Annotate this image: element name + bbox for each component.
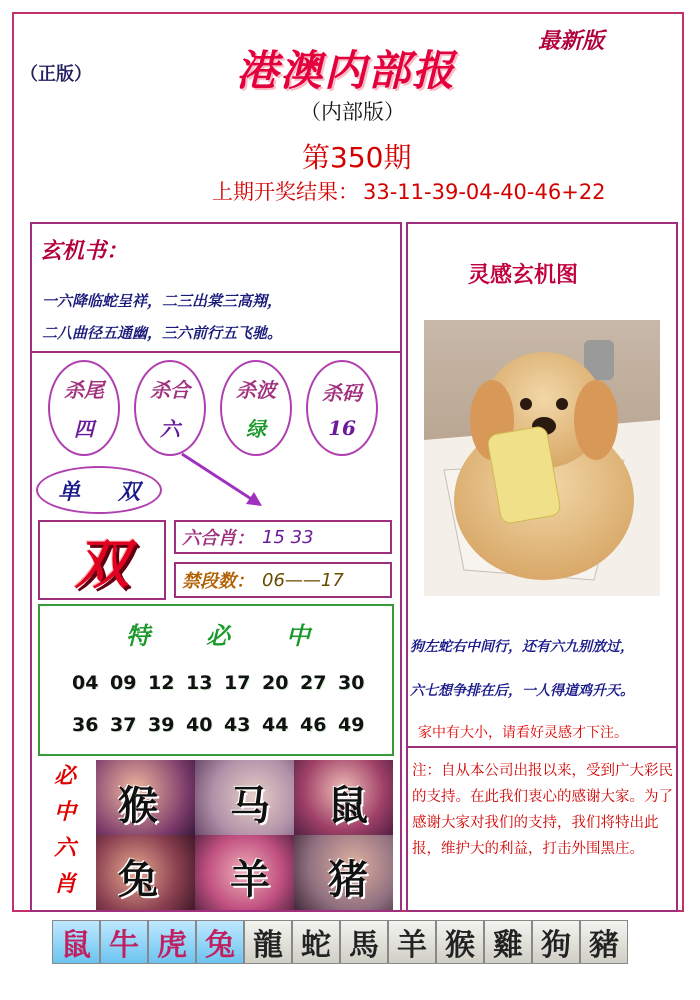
shuang-label: 双 (118, 478, 141, 505)
last-result (212, 176, 606, 206)
number-cell: 44 (262, 714, 289, 736)
animal-label: 羊 (230, 856, 270, 903)
tip-value: 绿 (246, 417, 266, 441)
number-cell: 40 (186, 714, 213, 736)
tip-oval-shabo (220, 360, 292, 456)
tip-label: 杀码 (322, 380, 362, 405)
animal-photo-grid (96, 760, 394, 910)
zodiac-cell: 馬 (340, 920, 388, 964)
xuanjishu-title: 玄机书： (40, 238, 129, 264)
bzlx-char-4: 肖 (54, 871, 77, 897)
dan-label: 单 (57, 478, 80, 505)
last-result-label: 上期开奖结果： (212, 180, 359, 204)
zodiac-cell: 豬 (580, 920, 628, 964)
tip-label: 杀尾 (64, 378, 104, 402)
tbz-title-3: 中 (286, 621, 310, 650)
big-pick-text: 双 (75, 531, 129, 596)
page-title: 港澳内部报 (236, 46, 457, 95)
number-cell: 04 (72, 672, 99, 694)
divider (32, 351, 400, 353)
tip-value: 六 (160, 417, 180, 441)
tip-oval-shawei (48, 360, 120, 456)
zodiac-cell: 牛 (100, 920, 148, 964)
issue-number: 第350期 (302, 141, 412, 174)
tip-oval-shahe (134, 360, 206, 456)
number-cell: 09 (110, 672, 137, 694)
tip-label: 杀合 (150, 378, 190, 402)
bzlx-char-3: 六 (54, 835, 77, 861)
animal-label: 猴 (118, 782, 158, 829)
arrow-icon (176, 448, 268, 512)
animal-label: 猪 (328, 856, 368, 903)
number-cell: 49 (338, 714, 365, 736)
number-cell: 27 (300, 672, 327, 694)
puppy-photo (424, 320, 660, 596)
bzlx-char-1: 必 (54, 763, 77, 789)
number-cell: 12 (148, 672, 175, 694)
zodiac-cell: 龍 (244, 920, 292, 964)
tema-box (174, 562, 392, 598)
page-subtitle: （内部版） (300, 100, 405, 124)
number-cell: 20 (262, 672, 289, 694)
zodiac-cell: 蛇 (292, 920, 340, 964)
tip-value: 16 (328, 415, 356, 440)
last-result-numbers: 33-11-39-04-40-46+22 (363, 180, 606, 204)
animal-label: 鼠 (328, 782, 368, 829)
number-cell: 36 (72, 714, 99, 736)
tema-label: 禁段数： (182, 571, 254, 592)
tip-oval-shama (306, 360, 378, 456)
liuhe-box (174, 520, 392, 554)
number-cell: 13 (186, 672, 213, 694)
tip-value: 四 (74, 417, 94, 441)
number-cell: 43 (224, 714, 251, 736)
animal-label: 兔 (118, 856, 158, 903)
poem-line-1: 狗左蛇右中间行，还有六九别放过， (410, 639, 634, 655)
zodiac-cell: 兔 (196, 920, 244, 964)
bzlx-char-2: 中 (54, 799, 77, 825)
tip-label: 杀波 (236, 378, 276, 402)
tbz-title-2: 必 (206, 621, 230, 650)
big-pick-box (38, 520, 166, 600)
zodiac-cell: 雞 (484, 920, 532, 964)
liuhe-value: 15 33 (262, 526, 314, 548)
lingan-title: 灵感玄机图 (468, 262, 579, 288)
number-cell: 46 (300, 714, 327, 736)
number-cell: 17 (224, 672, 251, 694)
zodiac-cell: 狗 (532, 920, 580, 964)
poem-line-2: 六七想争排在后，一人得道鸡升天。 (410, 683, 634, 699)
divider (408, 746, 676, 748)
number-cell: 39 (148, 714, 175, 736)
tema-value: 06——17 (262, 569, 344, 591)
animal-label: 马 (230, 782, 270, 829)
zodiac-cell: 羊 (388, 920, 436, 964)
xuanjishu-line-1: 一六降临蛇呈祥，二三出棠三高翔， (42, 292, 283, 310)
xuanjishu-line-2: 二八曲径五通幽，三六前行五飞驰。 (42, 324, 283, 342)
edition-right: 最新版 (538, 28, 605, 54)
tbz-title-1: 特 (126, 621, 150, 650)
number-cell: 37 (110, 714, 137, 736)
number-cell: 30 (338, 672, 365, 694)
zodiac-bar (52, 920, 628, 964)
zodiac-cell: 鼠 (52, 920, 100, 964)
zodiac-cell: 虎 (148, 920, 196, 964)
zodiac-cell: 猴 (436, 920, 484, 964)
liuhe-label: 六合肖： (182, 528, 254, 549)
notice-text: 注：自从本公司出报以来，受到广大彩民的支持。在此我们衷心的感谢大家。为了感谢大家对我们的支持，我们将特出此报，维护大的利益，打击外围黑庄。 (412, 763, 673, 857)
dan-shuang-oval (36, 466, 162, 514)
edition-left: （正版） (20, 64, 92, 85)
tip-text: 家中有大小，请看好灵感才下注。 (418, 725, 628, 741)
